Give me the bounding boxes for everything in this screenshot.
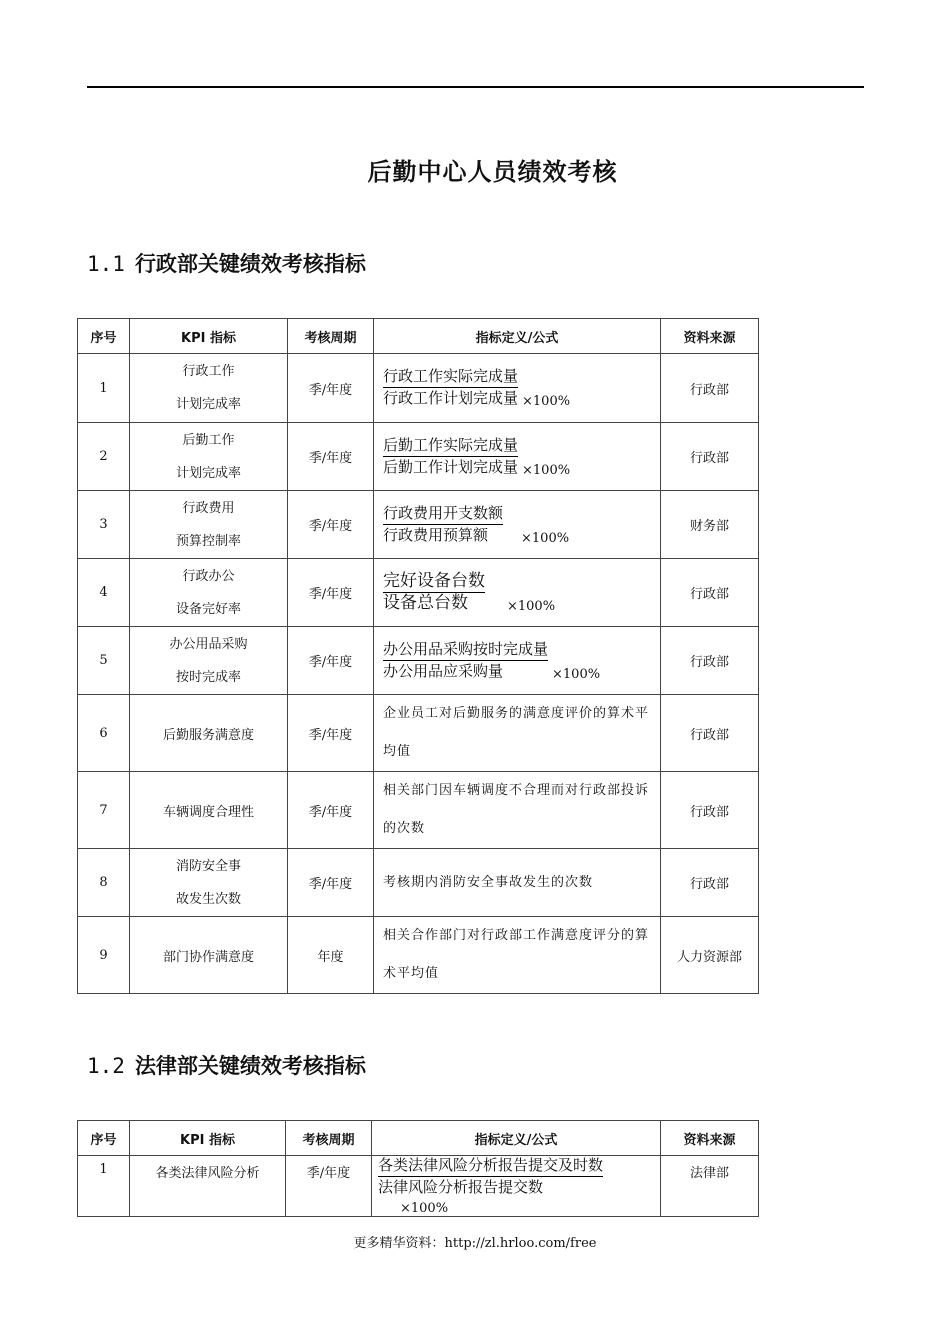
row-formula: $\frac{\text{完好设备台数}}{\text{设备总台数}}$ ×100% (374, 559, 661, 627)
row-period: 季/年度 (288, 627, 374, 695)
kpi-table-admin (77, 318, 759, 994)
row-formula: $\frac{\text{各类法律风险分析报告提交及时数}}{\text{法律风险分析报告提交数}}$ ×100% (372, 1156, 661, 1217)
row-kpi: 办公用品采购 按时完成率 (130, 627, 288, 695)
row-kpi: 后勤工作 计划完成率 (130, 423, 288, 491)
col-header-kpi: KPI 指标 (130, 1121, 286, 1156)
section-number: 1.1 (87, 252, 125, 276)
table-row (78, 423, 759, 491)
section-heading-1-1 (87, 248, 366, 278)
row-formula: $\frac{\text{办公用品采购按时完成量}}{\text{办公用品应采购量}}$ ×100% (374, 627, 661, 695)
section-number: 1.2 (87, 1054, 125, 1078)
col-header-kpi: KPI 指标 (130, 319, 288, 354)
col-header-definition: 指标定义/公式 (374, 319, 661, 354)
table-row (78, 917, 759, 994)
row-no: 4 (78, 559, 130, 627)
table-header-row (78, 1121, 759, 1156)
col-header-source: 资料来源 (661, 1121, 759, 1156)
row-no: 1 (78, 1156, 130, 1217)
row-definition: 考核期内消防安全事故发生的次数 (374, 849, 661, 917)
row-no: 8 (78, 849, 130, 917)
row-kpi: 行政费用 预算控制率 (130, 491, 288, 559)
col-header-no: 序号 (78, 319, 130, 354)
kpi-table-legal (77, 1120, 759, 1217)
row-source: 行政部 (661, 627, 759, 695)
section-title: 行政部关键绩效考核指标 (134, 252, 366, 276)
row-kpi: 消防安全事 故发生次数 (130, 849, 288, 917)
col-header-definition: 指标定义/公式 (372, 1121, 661, 1156)
table-header-row (78, 319, 759, 354)
row-period: 年度 (288, 917, 374, 994)
row-period: 季/年度 (288, 772, 374, 849)
row-kpi: 部门协作满意度 (130, 917, 288, 994)
row-definition: 相关合作部门对行政部工作满意度评分的算术平均值 (374, 917, 661, 994)
row-no: 6 (78, 695, 130, 772)
row-kpi: 各类法律风险分析 (130, 1156, 286, 1217)
col-header-period: 考核周期 (288, 319, 374, 354)
row-no: 9 (78, 917, 130, 994)
document-title: 后勤中心人员绩效考核 (367, 158, 618, 186)
row-no: 3 (78, 491, 130, 559)
table-row (78, 491, 759, 559)
table-row (78, 772, 759, 849)
row-no: 2 (78, 423, 130, 491)
row-period: 季/年度 (288, 695, 374, 772)
row-kpi: 行政办公 设备完好率 (130, 559, 288, 627)
col-header-source: 资料来源 (661, 319, 759, 354)
col-header-no: 序号 (78, 1121, 130, 1156)
table-row (78, 849, 759, 917)
row-definition: 相关部门因车辆调度不合理而对行政部投诉的次数 (374, 772, 661, 849)
row-period: 季/年度 (288, 423, 374, 491)
col-header-period: 考核周期 (286, 1121, 372, 1156)
footer-link-text: 更多精华资料：http://zl.hrloo.com/free (353, 1236, 597, 1251)
table-row (78, 559, 759, 627)
row-period: 季/年度 (288, 491, 374, 559)
table-row (78, 1156, 759, 1217)
row-period: 季/年度 (288, 559, 374, 627)
row-definition: 企业员工对后勤服务的满意度评价的算术平均值 (374, 695, 661, 772)
table-row (78, 354, 759, 423)
row-kpi: 行政工作 计划完成率 (130, 354, 288, 423)
row-source: 行政部 (661, 772, 759, 849)
row-no: 5 (78, 627, 130, 695)
row-source: 行政部 (661, 695, 759, 772)
row-source: 人力资源部 (661, 917, 759, 994)
table-row (78, 695, 759, 772)
row-source: 法律部 (661, 1156, 759, 1217)
row-no: 7 (78, 772, 130, 849)
row-period: 季/年度 (288, 849, 374, 917)
row-source: 行政部 (661, 559, 759, 627)
row-formula: $\frac{\text{行政工作实际完成量}}{\text{行政工作计划完成量}}$ ×100% (374, 354, 661, 423)
row-source: 财务部 (661, 491, 759, 559)
row-source: 行政部 (661, 849, 759, 917)
row-formula: $\frac{\text{行政费用开支数额}}{\text{行政费用预算额}}$ ×100% (374, 491, 661, 559)
row-source: 行政部 (661, 354, 759, 423)
table-row (78, 627, 759, 695)
row-kpi: 后勤服务满意度 (130, 695, 288, 772)
row-no: 1 (78, 354, 130, 423)
row-source: 行政部 (661, 423, 759, 491)
row-formula: $\frac{\text{后勤工作实际完成量}}{\text{后勤工作计划完成量}}$ ×100% (374, 423, 661, 491)
row-period: 季/年度 (288, 354, 374, 423)
header-rule (87, 86, 864, 88)
row-period: 季/年度 (286, 1156, 372, 1217)
section-heading-1-2 (87, 1050, 366, 1080)
section-title: 法律部关键绩效考核指标 (134, 1054, 366, 1078)
row-kpi: 车辆调度合理性 (130, 772, 288, 849)
